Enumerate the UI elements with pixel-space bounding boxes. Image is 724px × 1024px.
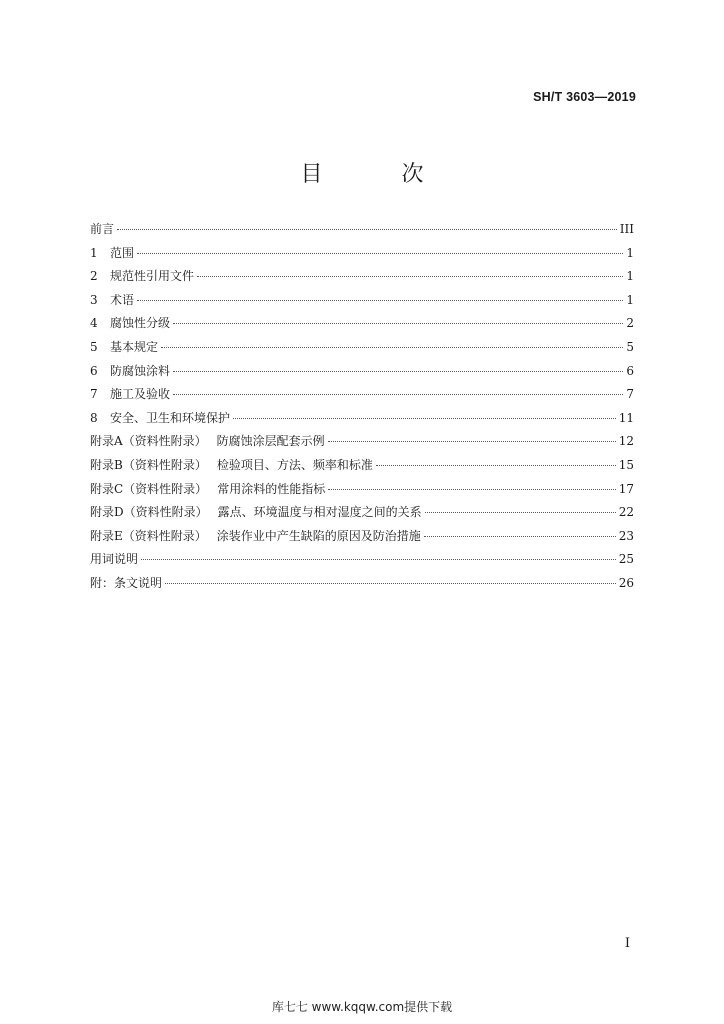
toc-entry-title: 规范性引用文件 — [110, 269, 195, 284]
toc-appendix-label: 附录E（资料性附录） — [90, 528, 207, 543]
toc-leader-dots — [328, 441, 616, 442]
toc-leader-dots — [173, 323, 623, 324]
toc-entry[interactable] — [90, 220, 634, 244]
toc-entry-appendix[interactable] — [90, 456, 634, 480]
toc-entry-title: 常用涂料的性能指标 — [217, 481, 326, 496]
toc-entry-number: 7 — [90, 387, 98, 402]
toc-leader-dots — [173, 371, 623, 372]
toc-entry[interactable] — [90, 267, 634, 291]
toc-entry[interactable] — [90, 314, 634, 338]
toc-entry-title: 涂装作业中产生缺陷的原因及防治措施 — [216, 528, 421, 543]
toc-entry-title: 安全、卫生和环境保护 — [110, 410, 231, 425]
toc-entry-title: 防腐蚀涂料 — [110, 363, 171, 378]
toc-entry[interactable] — [90, 291, 634, 315]
toc-entry-appendix[interactable] — [90, 432, 634, 456]
toc-entry-title: 腐蚀性分级 — [110, 316, 171, 331]
toc-entry[interactable] — [90, 550, 634, 574]
toc-entry-page: 1 — [626, 269, 634, 284]
page-title: 目 次 — [300, 162, 460, 187]
toc-appendix-label: 附录C（资料性附录） — [90, 481, 208, 496]
toc-entry-number: 3 — [90, 292, 98, 307]
toc-leader-dots — [424, 536, 616, 537]
toc-appendix-label: 附录B（资料性附录） — [90, 457, 207, 472]
toc-leader-dots — [137, 300, 623, 301]
toc-leader-dots — [173, 394, 623, 395]
toc-entry-title: 术语 — [110, 292, 135, 307]
toc-entry-title: 基本规定 — [110, 339, 159, 354]
toc-leader-dots — [137, 253, 623, 254]
toc-leader-dots — [165, 583, 616, 584]
toc-leader-dots — [425, 512, 616, 513]
toc-entry-title: 用词说明 — [90, 552, 139, 567]
toc-leader-dots — [117, 229, 617, 230]
toc-entry-page: 17 — [618, 481, 634, 496]
toc-entry-page: 22 — [618, 505, 634, 520]
toc-entry[interactable] — [90, 574, 634, 598]
toc-leader-dots — [197, 276, 623, 277]
toc-entry-number: 6 — [90, 363, 98, 378]
toc-entry-title: 前言 — [90, 222, 115, 236]
toc-entry-title: 防腐蚀涂层配套示例 — [216, 434, 325, 449]
toc-entry-page: 7 — [626, 387, 634, 402]
toc-entry-number: 5 — [90, 339, 98, 354]
toc-entry-page: 12 — [618, 434, 634, 449]
toc-entry[interactable] — [90, 338, 634, 362]
toc-entry-page: 11 — [618, 410, 634, 425]
toc-entry-page: 15 — [618, 457, 634, 472]
download-footer: 库七七 www.kqqw.com提供下载 — [271, 1000, 453, 1014]
toc-entry-number: 4 — [90, 316, 98, 331]
page-number: I — [624, 936, 630, 951]
toc-entry-title: 范围 — [110, 245, 135, 260]
toc-entry-appendix[interactable] — [90, 503, 634, 527]
toc-entry-appendix[interactable] — [90, 480, 634, 504]
toc-entry-page: III — [619, 222, 634, 236]
toc-entry-number: 1 — [90, 245, 98, 260]
toc-entry-title: 检验项目、方法、频率和标准 — [216, 457, 373, 472]
toc-entry-page: 1 — [626, 292, 634, 307]
toc-leader-dots — [141, 559, 616, 560]
toc-entry-page: 6 — [626, 363, 634, 378]
toc-entry-number: 8 — [90, 410, 98, 425]
toc-entry-title: 附：条文说明 — [90, 575, 163, 590]
toc-entry-page: 23 — [618, 528, 634, 543]
toc-entry[interactable] — [90, 385, 634, 409]
toc-leader-dots — [376, 465, 616, 466]
toc-entry-title: 施工及验收 — [110, 387, 171, 402]
toc-entry-title: 露点、环境温度与相对湿度之间的关系 — [217, 505, 422, 520]
toc-entry-page: 5 — [626, 339, 634, 354]
toc-appendix-label: 附录D（资料性附录） — [90, 505, 208, 520]
standard-code: SH/T 3603—2019 — [533, 90, 636, 104]
toc-entry[interactable] — [90, 409, 634, 433]
toc-entry-page: 1 — [626, 245, 634, 260]
toc-entry-page: 26 — [618, 575, 634, 590]
toc-entry[interactable] — [90, 362, 634, 386]
toc-entry-page: 2 — [626, 316, 634, 331]
toc-leader-dots — [161, 347, 623, 348]
toc-entry-page: 25 — [618, 552, 634, 567]
table-of-contents — [90, 220, 634, 598]
toc-leader-dots — [233, 418, 616, 419]
toc-entry-appendix[interactable] — [90, 527, 634, 551]
toc-entry[interactable] — [90, 244, 634, 268]
toc-appendix-label: 附录A（资料性附录） — [90, 434, 207, 449]
toc-leader-dots — [328, 489, 616, 490]
toc-entry-number: 2 — [90, 269, 98, 284]
